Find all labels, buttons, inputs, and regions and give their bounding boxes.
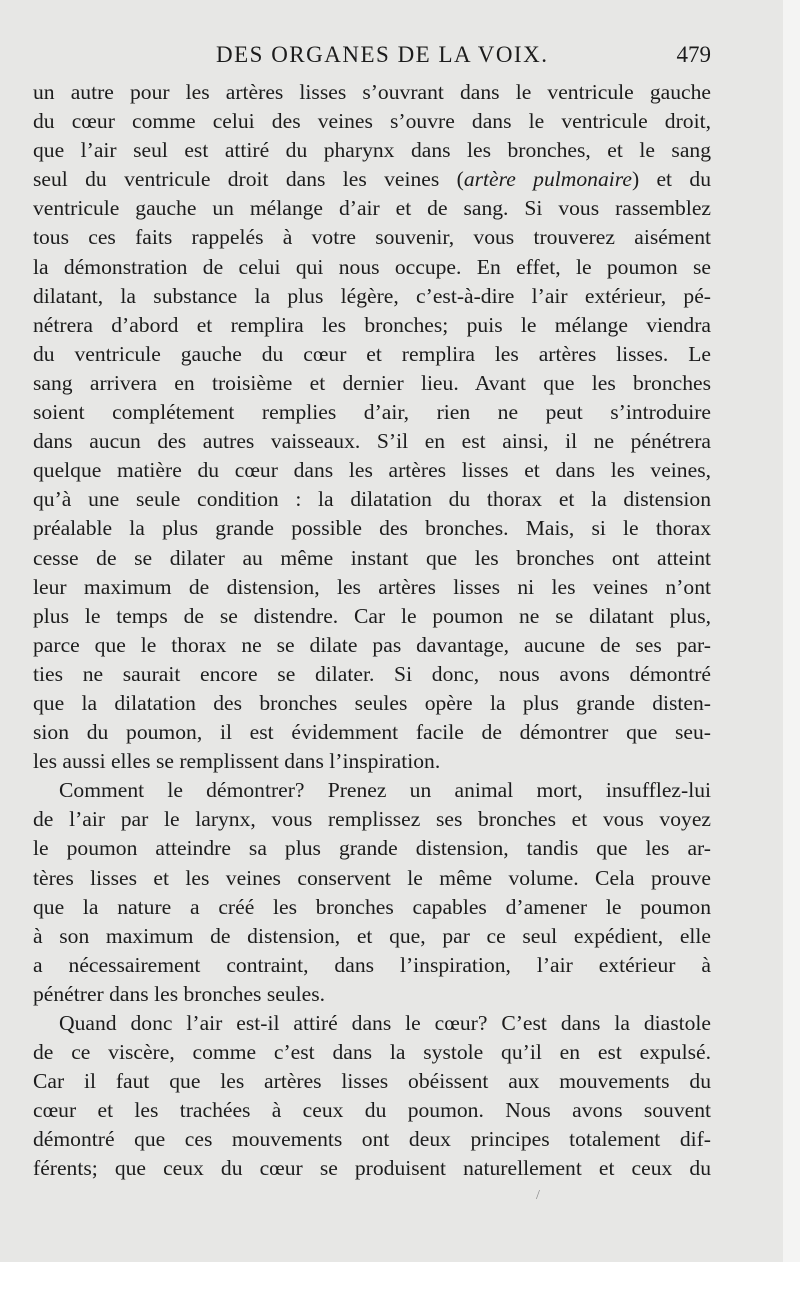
text-line: dans aucun des autres vaisseaux. S’il en est ainsi, il ne pénétrera (33, 429, 711, 454)
paragraph-start-line: Comment le démontrer? Prenez un animal mort, insufflez-lui (59, 778, 711, 803)
text-line: dilatant, la substance la plus légère, c’est-à-dire l’air extérieur, pé- (33, 283, 711, 308)
paragraph-end-line: pénétrer dans les bronches seules. (33, 981, 326, 1006)
text-line: leur maximum de distension, les artères lisses ni les veines n’ont (33, 574, 711, 599)
text-line: la démonstration de celui qui nous occupe. En effet, le poumon se (33, 254, 711, 279)
text-line: un autre pour les artères lisses s’ouvrant dans le ventricule gauche (33, 80, 711, 104)
page-header (33, 42, 711, 72)
text-line: Car il faut que les artères lisses obéissent aux mouvements du (33, 1069, 711, 1094)
text-line: tères lisses et les veines conservent le même volume. Cela prouve (33, 865, 711, 890)
scan-border (783, 0, 800, 1262)
text-line: de l’air par le larynx, vous remplissez ses bronches et vous voyez (33, 807, 711, 832)
text-line: que l’air seul est attiré du pharynx dans les bronches, et le sang (33, 138, 711, 163)
text-line: cœur et les trachées à ceux du poumon. Nous avons souvent (33, 1098, 711, 1123)
text-line: que la nature a créé les bronches capables d’amener le poumon (33, 894, 711, 919)
stray-ink-mark: / (536, 1188, 540, 1203)
text-line: qu’à une seule condition : la dilatation du thorax et la distension (33, 487, 711, 512)
text-line: nétrera d’abord et remplira les bronches; puis le mélange viendra (33, 312, 711, 337)
running-title: DES ORGANES DE LA VOIX. (216, 42, 549, 67)
paragraph-start-line: Quand donc l’air est-il attiré dans le cœur? C’est dans la diastole (59, 1011, 711, 1035)
text-line: démontré que ces mouvements ont deux principes totalement dif- (33, 1127, 711, 1152)
text-line: soient complétement remplies d’air, rien ne peut s’introduire (33, 400, 711, 425)
text-line: parce que le thorax ne se dilate pas davantage, aucune de ses par- (33, 632, 711, 657)
text-line: ties ne saurait encore se dilater. Si donc, nous avons démontré (33, 661, 711, 686)
body-text (33, 78, 711, 1184)
text-line: le poumon atteindre sa plus grande distension, tandis que les ar- (33, 836, 711, 861)
italic-term: artère pulmonaire (463, 167, 632, 192)
page-number: 479 (676, 42, 711, 67)
text-line: sion du poumon, il est évidemment facile de démontrer que seu- (33, 720, 711, 745)
text-line: plus le temps de se distendre. Car le poumon ne se dilatant plus, (33, 603, 711, 628)
text-line: quelque matière du cœur dans les artères lisses et dans les veines, (33, 458, 711, 483)
text-line: du cœur comme celui des veines s’ouvre dans le ventricule droit, (33, 109, 711, 134)
text-line: férents; que ceux du cœur se produisent naturellement et ceux du (33, 1156, 711, 1181)
text-line: de ce viscère, comme c’est dans la systole qu’il en est expulsé. (33, 1040, 711, 1065)
text-line: ventricule gauche un mélange d’air et de sang. Si vous rassemblez (33, 196, 711, 221)
text-line: préalable la plus grande possible des bronches. Mais, si le thorax (33, 516, 711, 541)
text-line: du ventricule gauche du cœur et remplira les artères lisses. Le (33, 341, 711, 366)
text-line: cesse de se dilater au même instant que les bronches ont atteint (33, 545, 711, 570)
text-line: à son maximum de distension, et que, par ce seul expédient, elle (33, 923, 711, 948)
text-line: tous ces faits rappelés à votre souvenir, vous trouverez aisément (33, 225, 711, 250)
text-line: seul du ventricule droit dans les veines (artère pulmonaire) et du (33, 167, 711, 192)
paragraph-end-line: les aussi elles se remplissent dans l’inspiration. (33, 749, 441, 774)
text-line: que la dilatation des bronches seules opère la plus grande disten- (33, 690, 711, 715)
text-line: a nécessairement contraint, dans l’inspiration, l’air extérieur à (33, 952, 711, 977)
text-line: sang arrivera en troisième et dernier lieu. Avant que les bronches (33, 370, 711, 395)
